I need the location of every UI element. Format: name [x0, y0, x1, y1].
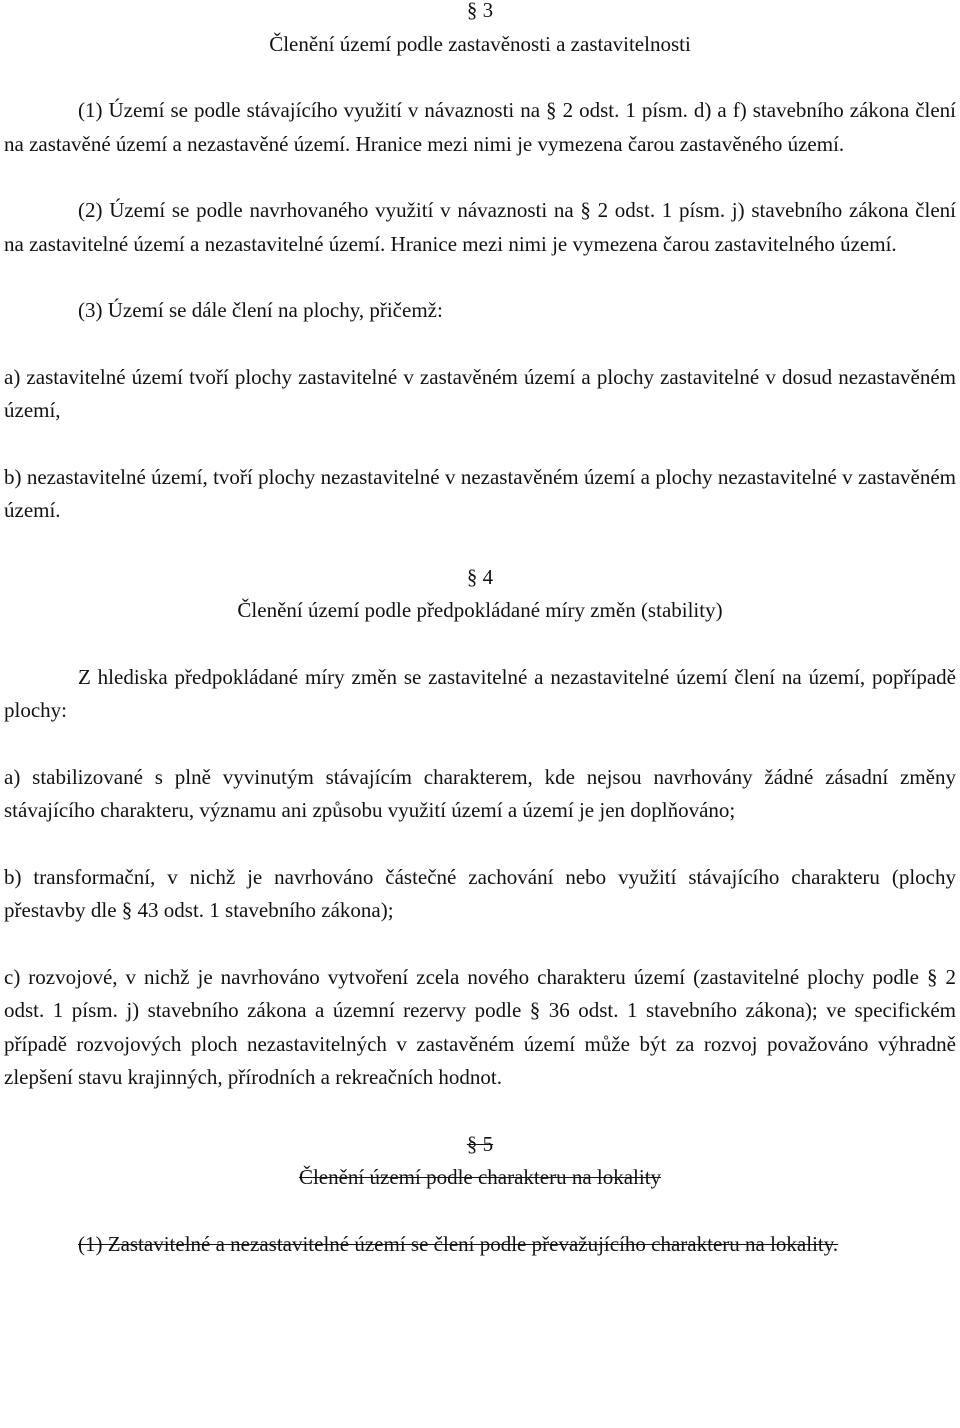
section-4-item-b: b) transformační, v nichž je navrhováno částečné zachování nebo využití stávajícího charakteru (plochy přestavby dle § 43 odst. 1 stavebního zákona);	[4, 864, 956, 922]
section-3-paragraph-2: (2) Území se podle navrhovaného využití v návaznosti na § 2 odst. 1 písm. j) stavebního zákona člení na zastavitelné území a nezastavitelné území. Hranice mezi nimi je vymezena čarou zastavitelného území.	[4, 198, 956, 256]
section-4-title: Členění území podle předpokládané míry změn (stability)	[237, 598, 723, 622]
section-3-item-a: a) zastavitelné území tvoří plochy zastavitelné v zastavěném území a plochy zastavitelné v dosud nezastavěném území,	[4, 364, 956, 422]
section-3-item-b: b) nezastavitelné území, tvoří plochy nezastavitelné v nezastavěném území a plochy nezastavitelné v zastavěném území.	[4, 464, 956, 522]
section-5-paragraph-1: (1) Zastavitelné a nezastavitelné území se člení podle převažujícího charakteru na lokality.	[78, 1231, 839, 1256]
section-3-paragraph-1: (1) Území se podle stávajícího využití v návaznosti na § 2 odst. 1 písm. d) a f) stavebního zákona člení na zastavěné území a nezastavěné území. Hranice mezi nimi je vymezena čarou zastavěného území.	[4, 98, 956, 156]
section-4-item-c: c) rozvojové, v nichž je navrhováno vytvoření zcela nového charakteru území (zastavitelné plochy podle § 2 odst. 1 písm. j) stavebního zákona a územní rezervy podle § 36 odst. 1 stavebního zákona); ve specifickém případě rozvojových ploch nezastavitelných v zastavěném území může být za rozvoj považováno výhradně zlepšení stavu krajinných, přírodních a rekreačních hodnot.	[4, 964, 956, 1089]
section-5-number: § 5	[466, 1131, 494, 1156]
section-3-title: Členění území podle zastavěnosti a zastavitelnosti	[269, 31, 691, 56]
section-3-number: § 3	[466, 0, 494, 22]
section-3-paragraph-3: (3) Území se dále člení na plochy, přičemž:	[78, 298, 443, 322]
section-4-item-a: a) stabilizované s plně vyvinutým stávajícím charakterem, kde nejsou navrhovány žádné zásadní změny stávajícího charakteru, významu ani způsobu využití území a území je jen doplňováno;	[4, 764, 956, 822]
section-4-number: § 4	[466, 564, 494, 589]
section-5-title: Členění území podle charakteru na lokality	[298, 1165, 662, 1189]
section-4-intro: Z hlediska předpokládané míry změn se zastavitelné a nezastavitelné území člení na území, popřípadě plochy:	[4, 664, 956, 722]
